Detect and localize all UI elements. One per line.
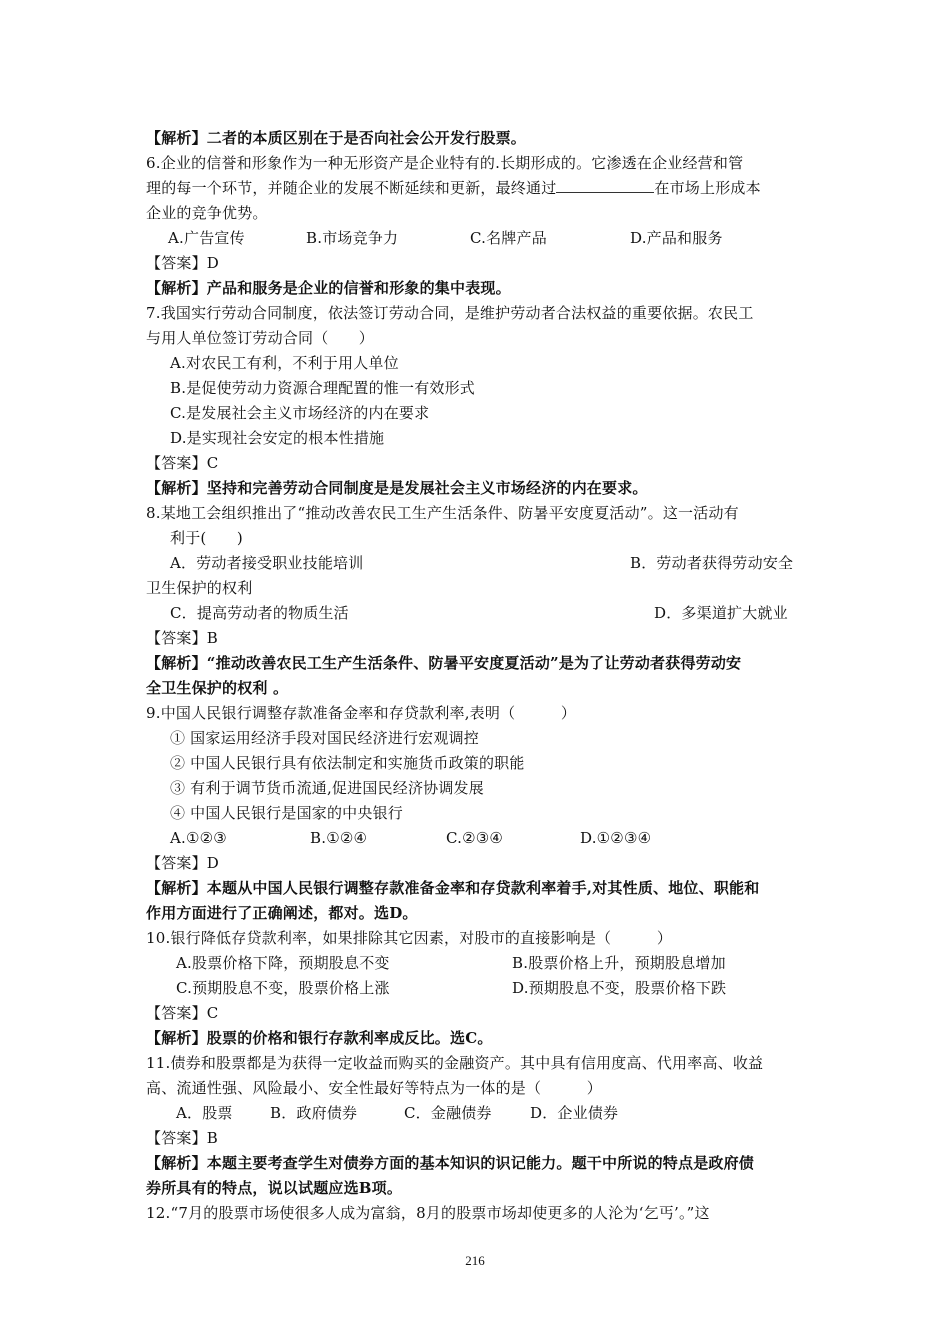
option-a: A.股票价格下降，预期股息不变 <box>176 954 390 972</box>
option-c: C.名牌产品 <box>470 229 547 247</box>
question-8-line: 利于( ) <box>170 529 243 547</box>
analysis-line: 【解析】股票的价格和银行存款利率成反比。选C。 <box>146 1029 493 1047</box>
analysis-line: 【解析】本题主要考查学生对债券方面的基本知识的识记能力。题干中所说的特点是政府债 <box>146 1154 755 1172</box>
analysis-line: 【解析】本题从中国人民银行调整存款准备金率和存贷款利率着手,对其性质、地位、职能和 <box>146 879 760 897</box>
option-b: B.市场竞争力 <box>306 229 399 247</box>
option-d: D．多渠道扩大就业 <box>654 604 788 622</box>
question-11-line: 高、流通性强、风险最小、安全性最好等特点为一体的是（ ） <box>146 1079 603 1097</box>
option-a: A.①②③ <box>170 829 227 847</box>
option-c: C.②③④ <box>446 829 504 847</box>
question-12-line: 12.“7月的股票市场使很多人成为富翁，8月的股票市场却使更多的人沦为‘乞丐’。”这 <box>146 1204 710 1222</box>
option-d: D.产品和服务 <box>630 229 723 247</box>
option-c: C．金融债券 <box>404 1104 492 1122</box>
option-b-continued: 卫生保护的权利 <box>146 579 253 597</box>
option-b: B．劳动者获得劳动安全 <box>630 554 794 572</box>
statement-4: ④ 中国人民银行是国家的中央银行 <box>170 804 403 822</box>
statement-1: ① 国家运用经济手段对国民经济进行宏观调控 <box>170 729 479 747</box>
option-a: A．股票 <box>176 1104 233 1122</box>
answer-line: 【答案】C <box>146 1004 219 1022</box>
option-a: A.对农民工有利，不利于用人单位 <box>170 354 399 372</box>
option-b: B.①②④ <box>310 829 368 847</box>
option-c: C．提高劳动者的物质生活 <box>170 604 349 622</box>
answer-line: 【答案】B <box>146 629 219 647</box>
question-7-line: 7.我国实行劳动合同制度，依法签订劳动合同，是维护劳动者合法权益的重要依据。农民工 <box>146 304 754 322</box>
option-d: D．企业债券 <box>530 1104 619 1122</box>
question-8-line: 8.某地工会组织推出了“推动改善农民工生产生活条件、防暑平安度夏活动”。这一活动有 <box>146 504 739 522</box>
question-7-line: 与用人单位签订劳动合同（ ） <box>146 329 375 347</box>
option-b: B.股票价格上升，预期股息增加 <box>512 954 726 972</box>
option-b: B．政府债券 <box>270 1104 358 1122</box>
analysis-line: 作用方面进行了正确阐述，都对。选D。 <box>146 904 418 922</box>
question-10-line: 10.银行降低存贷款利率，如果排除其它因素，对股市的直接影响是（ ） <box>146 929 673 947</box>
statement-3: ③ 有利于调节货币流通,促进国民经济协调发展 <box>170 779 484 797</box>
answer-line: 【答案】B <box>146 1129 219 1147</box>
analysis-line: 【解析】产品和服务是企业的信誉和形象的集中表现。 <box>146 279 511 297</box>
answer-line: 【答案】D <box>146 854 220 872</box>
option-b: B.是促使劳动力资源合理配置的惟一有效形式 <box>170 379 475 397</box>
statement-2: ② 中国人民银行具有依法制定和实施货币政策的职能 <box>170 754 525 772</box>
answer-line: 【答案】D <box>146 254 220 272</box>
option-d: D.①②③④ <box>580 829 652 847</box>
question-6-line <box>146 178 761 198</box>
option-a: A.广告宣传 <box>168 229 245 247</box>
option-d: D.预期股息不变，股票价格下跌 <box>512 979 727 997</box>
option-c: C.是发展社会主义市场经济的内在要求 <box>170 404 430 422</box>
question-11-line: 11.债券和股票都是为获得一定收益而购买的金融资产。其中具有信用度高、代用率高、收益 <box>146 1054 764 1072</box>
option-a: A．劳动者接受职业技能培训 <box>170 554 364 572</box>
question-6-text: 在市场上形成本 <box>654 179 761 197</box>
analysis-line: 【解析】“推动改善农民工生产生活条件、防暑平安度夏活动”是为了让劳动者获得劳动安 <box>146 654 742 672</box>
question-9-line: 9.中国人民银行调整存款准备金率和存贷款利率,表明（ ） <box>146 704 577 722</box>
answer-blank <box>556 178 654 193</box>
option-c: C.预期股息不变，股票价格上涨 <box>176 979 390 997</box>
question-6-text: 理的每一个环节，并随企业的发展不断延续和更新，最终通过 <box>146 179 557 197</box>
analysis-line: 券所具有的特点，说以试题应选B项。 <box>146 1179 403 1197</box>
analysis-line: 全卫生保护的权利 。 <box>146 679 289 697</box>
option-d: D.是实现社会安定的根本性措施 <box>170 429 385 447</box>
page-number: 216 <box>465 1253 485 1268</box>
analysis-line: 【解析】坚持和完善劳动合同制度是是发展社会主义市场经济的内在要求。 <box>146 479 648 497</box>
question-6-line: 企业的竞争优势。 <box>146 204 268 222</box>
answer-line: 【答案】C <box>146 454 219 472</box>
analysis-line: 【解析】二者的本质区别在于是否向社会公开发行股票。 <box>146 129 527 147</box>
question-6-line: 6.企业的信誉和形象作为一种无形资产是企业特有的.长期形成的。它渗透在企业经营和管 <box>146 154 744 172</box>
